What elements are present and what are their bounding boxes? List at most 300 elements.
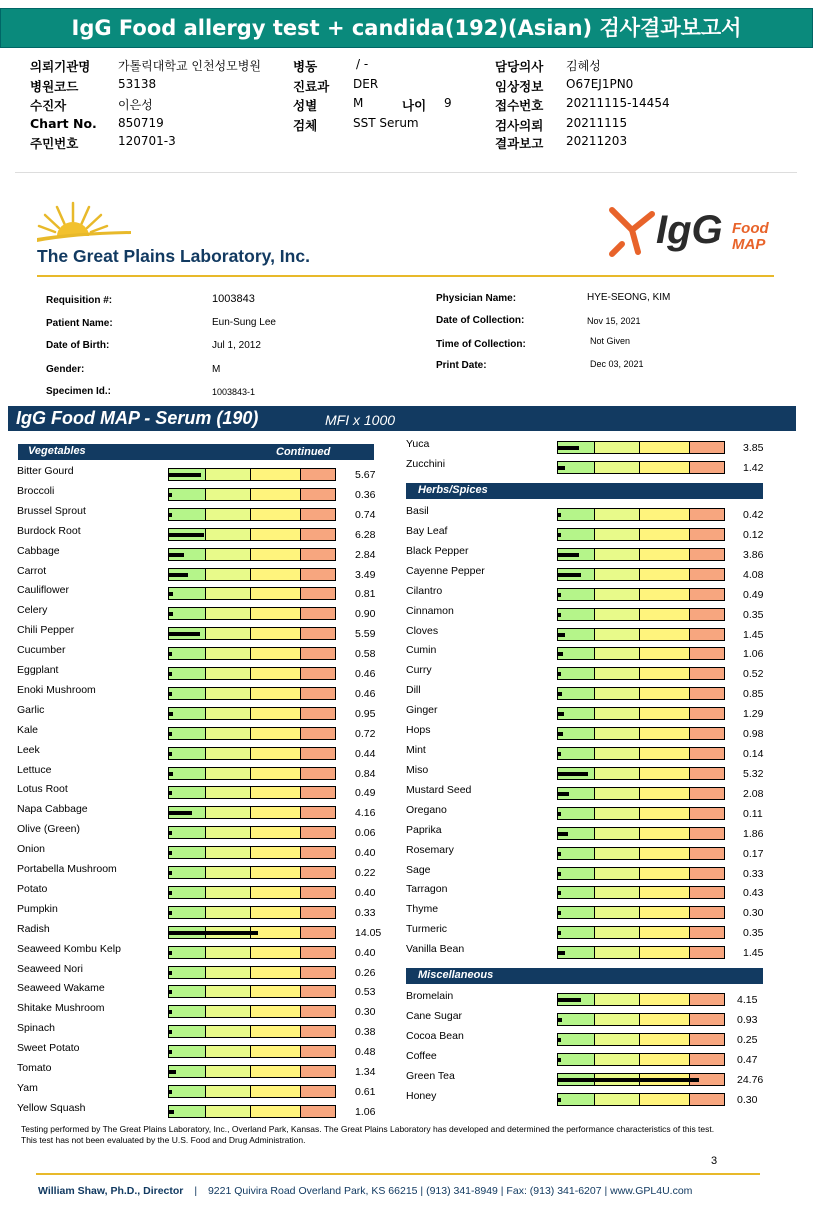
- bar-zone-zy: [640, 1034, 690, 1045]
- bar-zone-zl: [595, 509, 640, 520]
- bar-zone-zo: [690, 768, 724, 779]
- result-bar: [557, 441, 725, 454]
- bar-zone-zo: [690, 868, 724, 879]
- result-bar: [168, 1085, 336, 1098]
- bar-zone-zg: [169, 847, 206, 858]
- bar-zone-zo: [690, 808, 724, 819]
- food-value: 0.36: [355, 488, 376, 501]
- bar-zone-zy: [640, 868, 690, 879]
- bar-zone-zy: [251, 469, 301, 480]
- bar-zone-zl: [206, 1106, 251, 1117]
- bar-zone-zy: [251, 907, 301, 918]
- result-indicator: [558, 712, 564, 716]
- food-name: Green Tea: [406, 1070, 455, 1082]
- bar-zone-zl: [595, 648, 640, 659]
- food-value: 0.40: [355, 946, 376, 959]
- food-value: 0.25: [737, 1034, 758, 1046]
- bar-zone-zl: [206, 847, 251, 858]
- bar-zone-zy: [640, 947, 690, 958]
- result-indicator: [558, 613, 561, 617]
- food-value: 0.43: [743, 887, 764, 900]
- bar-zone-zg: [169, 787, 206, 798]
- bar-zone-zy: [251, 787, 301, 798]
- bar-zone-zl: [595, 1094, 640, 1105]
- result-bar: [557, 1093, 725, 1106]
- bar-zone-zg: [169, 708, 206, 719]
- food-text: Food: [732, 220, 769, 237]
- bar-zone-zy: [251, 827, 301, 838]
- result-indicator: [169, 791, 172, 795]
- food-name: Enoki Mushroom: [17, 683, 96, 696]
- bar-zone-zy: [251, 489, 301, 500]
- bar-zone-zg: [169, 728, 206, 739]
- bar-zone-zy: [251, 807, 301, 818]
- print-date-label: Print Date:: [436, 360, 487, 371]
- food-value: 0.30: [737, 1094, 758, 1106]
- food-value: 0.52: [743, 668, 764, 681]
- result-indicator: [169, 951, 172, 955]
- result-bar: [557, 1033, 725, 1046]
- food-row-olive-green: [17, 823, 395, 843]
- request-value: 20211115: [566, 116, 628, 130]
- food-name: Seaweed Kombu Kelp: [17, 942, 121, 955]
- food-row-cloves: [406, 625, 783, 645]
- result-indicator: [169, 473, 201, 477]
- food-name: Eggplant: [17, 664, 59, 676]
- food-row-tarragon: [406, 883, 783, 903]
- bar-zone-zo: [301, 529, 335, 540]
- bar-zone-zy: [251, 1106, 301, 1117]
- food-value: 0.46: [355, 687, 376, 700]
- result-bar: [168, 587, 336, 600]
- result-indicator: [558, 1058, 561, 1062]
- bar-zone-zl: [206, 489, 251, 500]
- food-name: Miso: [406, 763, 429, 776]
- antibody-icon: [604, 204, 664, 264]
- bar-zone-zo: [690, 1094, 724, 1105]
- result-bar: [168, 647, 336, 660]
- food-value: 0.81: [355, 588, 376, 601]
- food-name: Cabbage: [17, 544, 60, 557]
- food-row-lotus-root: [17, 783, 395, 803]
- food-row-turmeric: [406, 923, 783, 943]
- food-name: Dill: [406, 684, 421, 697]
- food-name: Vanilla Bean: [406, 943, 465, 956]
- food-name: Hops: [406, 724, 431, 737]
- bar-zone-zy: [640, 708, 690, 719]
- food-row-curry: [406, 664, 783, 684]
- result-bar: [168, 846, 336, 859]
- food-row-rosemary: [406, 844, 783, 864]
- bar-zone-zl: [206, 907, 251, 918]
- director: William Shaw, Ph.D., Director: [38, 1185, 184, 1197]
- bar-zone-zl: [206, 986, 251, 997]
- food-row-cauliflower: [17, 584, 395, 604]
- bar-zone-zl: [206, 1086, 251, 1097]
- food-value: 0.95: [355, 707, 376, 720]
- food-value: 0.11: [743, 807, 763, 820]
- food-name: Bromelain: [406, 990, 454, 1002]
- misc-header: [406, 968, 763, 984]
- bar-zone-zg: [169, 827, 206, 838]
- result-bar: [557, 687, 725, 700]
- food-row-bitter-gourd: [17, 465, 395, 485]
- bar-zone-zy: [251, 549, 301, 560]
- food-name: Black Pepper: [406, 544, 469, 557]
- food-row-pumpkin: [17, 903, 395, 923]
- bar-zone-zo: [301, 668, 335, 679]
- bar-zone-zl: [206, 967, 251, 978]
- bar-zone-zg: [558, 529, 595, 540]
- ward-value: / -: [356, 57, 369, 71]
- result-bar: [168, 1105, 336, 1118]
- bar-zone-zg: [558, 1034, 595, 1045]
- page-number: 3: [711, 1155, 718, 1167]
- bar-zone-zg: [558, 887, 595, 898]
- result-indicator: [558, 911, 561, 915]
- food-row-yam: [17, 1082, 395, 1102]
- bar-zone-zy: [251, 529, 301, 540]
- bar-zone-zg: [169, 1006, 206, 1017]
- bar-zone-zy: [640, 509, 690, 520]
- result-indicator: [169, 712, 173, 716]
- bar-zone-zy: [640, 609, 690, 620]
- food-value: 1.86: [743, 827, 764, 840]
- food-name: Sage: [406, 863, 431, 876]
- result-indicator: [169, 513, 172, 517]
- result-bar: [557, 946, 725, 959]
- bar-zone-zo: [301, 588, 335, 599]
- dept-value: DER: [353, 77, 379, 91]
- food-row-dill: [406, 684, 783, 704]
- age-value: 9: [444, 96, 452, 110]
- result-bar: [557, 588, 725, 601]
- result-bar: [168, 806, 336, 819]
- bar-zone-zo: [690, 1034, 724, 1045]
- bar-zone-zl: [595, 828, 640, 839]
- result-indicator: [558, 792, 569, 796]
- food-row-seaweed-kombu-kelp: [17, 943, 395, 963]
- bar-zone-zl: [595, 442, 640, 453]
- food-row-spinach: [17, 1022, 395, 1042]
- result-bar: [168, 1005, 336, 1018]
- food-name: Cucumber: [17, 644, 66, 657]
- result-bar: [168, 767, 336, 780]
- bar-zone-zl: [595, 629, 640, 640]
- food-row-seaweed-nori: [17, 963, 395, 983]
- disclaimer: Testing performed by The Great Plains Laboratory, Inc., Overland Park, Kansas. The Great Plains Laboratory has developed and determined the performance characteristics of this test. This test has not been evaluated by the U.S. Food and Drug Administration.: [21, 1124, 715, 1145]
- hospital-code-label: 병원코드: [30, 79, 79, 94]
- result-bar: [557, 628, 725, 641]
- bar-zone-zl: [595, 768, 640, 779]
- food-name: Onion: [17, 843, 46, 856]
- lab-name: The Great Plains Laboratory, Inc.: [37, 246, 310, 266]
- map-title: IgG Food MAP - Serum (190): [16, 408, 259, 428]
- result-bar: [168, 488, 336, 501]
- food-value: 0.42: [743, 509, 764, 521]
- result-bar: [168, 687, 336, 700]
- result-bar: [557, 827, 725, 840]
- bar-zone-zy: [251, 748, 301, 759]
- receipt-label: 접수번호: [495, 98, 544, 113]
- result-indicator: [558, 931, 561, 935]
- food-name: Shitake Mushroom: [17, 1002, 105, 1015]
- food-name: Cauliflower: [17, 584, 69, 597]
- dob-value: Jul 1, 2012: [212, 340, 261, 351]
- result-indicator: [558, 772, 588, 776]
- result-bar: [557, 568, 725, 581]
- dob-label: Date of Birth:: [46, 340, 110, 351]
- food-name: Napa Cabbage: [17, 803, 88, 816]
- food-row-yellow-squash: [17, 1102, 395, 1122]
- bar-zone-zl: [595, 589, 640, 600]
- result-indicator: [558, 832, 568, 836]
- bar-zone-zo: [301, 569, 335, 580]
- bar-zone-zl: [206, 688, 251, 699]
- food-name: Cocoa Bean: [406, 1030, 464, 1042]
- bar-zone-zg: [558, 668, 595, 679]
- bar-zone-zg: [169, 907, 206, 918]
- result-bar: [168, 886, 336, 899]
- bar-zone-zl: [595, 688, 640, 699]
- result-bar: [557, 508, 725, 521]
- food-name: Sweet Potato: [17, 1042, 80, 1055]
- bar-zone-zl: [206, 1066, 251, 1077]
- food-name: Mustard Seed: [406, 783, 472, 796]
- bar-zone-zy: [640, 462, 690, 473]
- food-value: 0.85: [743, 688, 764, 701]
- food-row-shitake-mushroom: [17, 1002, 395, 1022]
- food-value: 2.08: [743, 787, 764, 800]
- result-indicator: [169, 1050, 172, 1054]
- food-row-vanilla-bean: [406, 943, 783, 963]
- food-row-cucumber: [17, 644, 395, 664]
- bar-zone-zy: [251, 688, 301, 699]
- result-bar: [557, 608, 725, 621]
- bar-zone-zg: [558, 648, 595, 659]
- requisition-label: Requisition #:: [46, 295, 113, 306]
- bar-zone-zl: [595, 947, 640, 958]
- food-row-kale: [17, 724, 395, 744]
- institution-value: 가톨릭대학교 인천성모병원: [118, 59, 261, 73]
- result-indicator: [558, 652, 563, 656]
- bar-zone-zl: [595, 569, 640, 580]
- clinical-label: 임상정보: [495, 79, 544, 94]
- food-row-brussel-sprout: [17, 505, 395, 525]
- result-indicator: [169, 672, 172, 676]
- bar-zone-zl: [595, 848, 640, 859]
- food-row-thyme: [406, 903, 783, 923]
- food-row-radish: [17, 923, 395, 943]
- result-indicator: [558, 872, 561, 876]
- bar-zone-zo: [690, 907, 724, 918]
- result-bar: [557, 707, 725, 720]
- collection-date-label: Date of Collection:: [436, 315, 525, 326]
- result-indicator: [558, 672, 561, 676]
- specimen-id-value: 1003843-1: [212, 387, 256, 397]
- bar-zone-zo: [690, 509, 724, 520]
- sex-label: 성별: [293, 98, 318, 113]
- bar-zone-zg: [558, 688, 595, 699]
- food-value: 1.06: [355, 1105, 376, 1118]
- bar-zone-zo: [690, 629, 724, 640]
- food-value: 0.30: [743, 907, 764, 920]
- food-value: 4.15: [737, 994, 758, 1006]
- chart-no-label: Chart No.: [30, 116, 97, 131]
- result-bar: [168, 548, 336, 561]
- receipt-value: 20211115-14454: [566, 96, 670, 110]
- hospital-code-value: 53138: [118, 77, 157, 91]
- result-indicator: [558, 752, 561, 756]
- bar-zone-zo: [301, 1106, 335, 1117]
- bar-zone-zy: [251, 569, 301, 580]
- result-bar: [168, 946, 336, 959]
- food-value: 0.30: [355, 1006, 376, 1019]
- bar-zone-zg: [558, 868, 595, 879]
- bar-zone-zl: [595, 1054, 640, 1065]
- result-bar: [557, 461, 725, 474]
- bar-zone-zl: [206, 469, 251, 480]
- food-name: Cumin: [406, 644, 437, 657]
- food-name: Seaweed Wakame: [17, 982, 105, 995]
- food-value: 3.49: [355, 568, 376, 581]
- result-bar: [168, 906, 336, 919]
- bar-zone-zg: [169, 986, 206, 997]
- bar-zone-zl: [206, 549, 251, 560]
- food-row-basil: [406, 505, 783, 525]
- food-value: 0.61: [355, 1085, 376, 1098]
- food-name: Olive (Green): [17, 823, 81, 836]
- report-value: 20211203: [566, 134, 628, 148]
- food-name: Tomato: [17, 1062, 52, 1074]
- result-indicator: [558, 951, 565, 955]
- bar-zone-zo: [690, 609, 724, 620]
- food-value: 5.67: [355, 469, 376, 481]
- collection-time-label: Time of Collection:: [436, 339, 526, 350]
- food-value: 0.44: [355, 747, 376, 760]
- food-row-honey: [406, 1090, 777, 1110]
- bar-zone-zo: [690, 927, 724, 938]
- bar-zone-zy: [640, 569, 690, 580]
- bar-zone-zg: [169, 967, 206, 978]
- result-indicator: [169, 931, 258, 935]
- food-name: Lotus Root: [17, 783, 68, 796]
- bar-zone-zo: [690, 589, 724, 600]
- food-name: Cinnamon: [406, 604, 454, 617]
- bar-zone-zl: [206, 807, 251, 818]
- bar-zone-zy: [640, 927, 690, 938]
- bar-zone-zo: [690, 947, 724, 958]
- food-name: Curry: [406, 664, 432, 677]
- food-value: 14.05: [355, 926, 382, 939]
- lab-address: 9221 Quivira Road Overland Park, KS 66215 | (913) 341-8949 | Fax: (913) 341-6207 | www.GPL4U.com: [207, 1185, 693, 1197]
- specimen-value: SST Serum: [353, 116, 419, 130]
- food-name: Cane Sugar: [406, 1010, 463, 1022]
- bar-zone-zo: [690, 748, 724, 759]
- food-value: 1.06: [743, 648, 764, 661]
- patient-value: Eun-Sung Lee: [212, 317, 276, 328]
- bar-zone-zo: [690, 848, 724, 859]
- food-name: Rosemary: [406, 843, 454, 856]
- bar-zone-zo: [301, 1026, 335, 1037]
- food-name: Ginger: [406, 704, 438, 717]
- bar-zone-zl: [206, 1026, 251, 1037]
- bar-zone-zl: [595, 927, 640, 938]
- report-title: IgG Food allergy test + candida(192)(Asian) 검사결과보고서: [0, 8, 813, 48]
- bar-zone-zo: [301, 489, 335, 500]
- food-name: Bitter Gourd: [17, 465, 74, 477]
- bar-zone-zy: [640, 848, 690, 859]
- result-bar: [557, 647, 725, 660]
- bar-zone-zo: [690, 529, 724, 540]
- result-indicator: [558, 533, 561, 537]
- bar-zone-zo: [690, 648, 724, 659]
- bar-zone-zo: [301, 867, 335, 878]
- food-value: 3.86: [743, 548, 764, 561]
- result-indicator: [169, 1030, 172, 1034]
- bar-zone-zg: [169, 1106, 206, 1117]
- result-bar: [168, 508, 336, 521]
- result-bar: [557, 847, 725, 860]
- bar-zone-zg: [558, 609, 595, 620]
- clinical-value: O67EJ1PN0: [566, 77, 634, 91]
- footer-gold-divider: [36, 1173, 760, 1175]
- bar-zone-zg: [558, 1094, 595, 1105]
- food-name: Oregano: [406, 803, 447, 816]
- bar-zone-zl: [206, 768, 251, 779]
- result-bar: [557, 993, 725, 1006]
- result-bar: [168, 866, 336, 879]
- food-value: 1.45: [743, 628, 764, 641]
- bar-zone-zy: [640, 1014, 690, 1025]
- food-value: 0.46: [355, 668, 376, 680]
- bar-zone-zo: [690, 728, 724, 739]
- misc-title: Miscellaneous: [418, 969, 494, 981]
- bar-zone-zg: [169, 1086, 206, 1097]
- food-name: Spinach: [17, 1022, 55, 1035]
- food-value: 2.84: [355, 548, 376, 561]
- food-name: Cloves: [406, 624, 439, 637]
- bar-zone-zy: [251, 986, 301, 997]
- result-indicator: [169, 891, 172, 895]
- result-bar: [168, 786, 336, 799]
- bar-zone-zg: [169, 947, 206, 958]
- bar-zone-zl: [595, 887, 640, 898]
- examinee-label: 수진자: [30, 98, 67, 113]
- map-unit: MFI x 1000: [325, 412, 396, 428]
- food-name: Mint: [406, 744, 426, 757]
- bar-zone-zo: [301, 847, 335, 858]
- food-row-potato: [17, 883, 395, 903]
- sex-value: M: [353, 96, 364, 110]
- food-name: Potato: [17, 882, 48, 895]
- result-indicator: [558, 1018, 562, 1022]
- food-row-lettuce: [17, 764, 395, 784]
- bar-zone-zy: [251, 728, 301, 739]
- resident-no-value: 120701-3: [118, 134, 176, 148]
- bar-zone-zy: [640, 994, 690, 1005]
- food-value: 1.34: [355, 1066, 376, 1078]
- bar-zone-zy: [640, 549, 690, 560]
- result-indicator: [558, 852, 561, 856]
- bar-zone-zy: [251, 648, 301, 659]
- result-indicator: [558, 732, 563, 736]
- food-name: Burdock Root: [17, 524, 81, 537]
- food-name: Turmeric: [406, 923, 448, 936]
- bar-zone-zl: [206, 827, 251, 838]
- bar-zone-zo: [690, 708, 724, 719]
- bar-zone-zg: [558, 589, 595, 600]
